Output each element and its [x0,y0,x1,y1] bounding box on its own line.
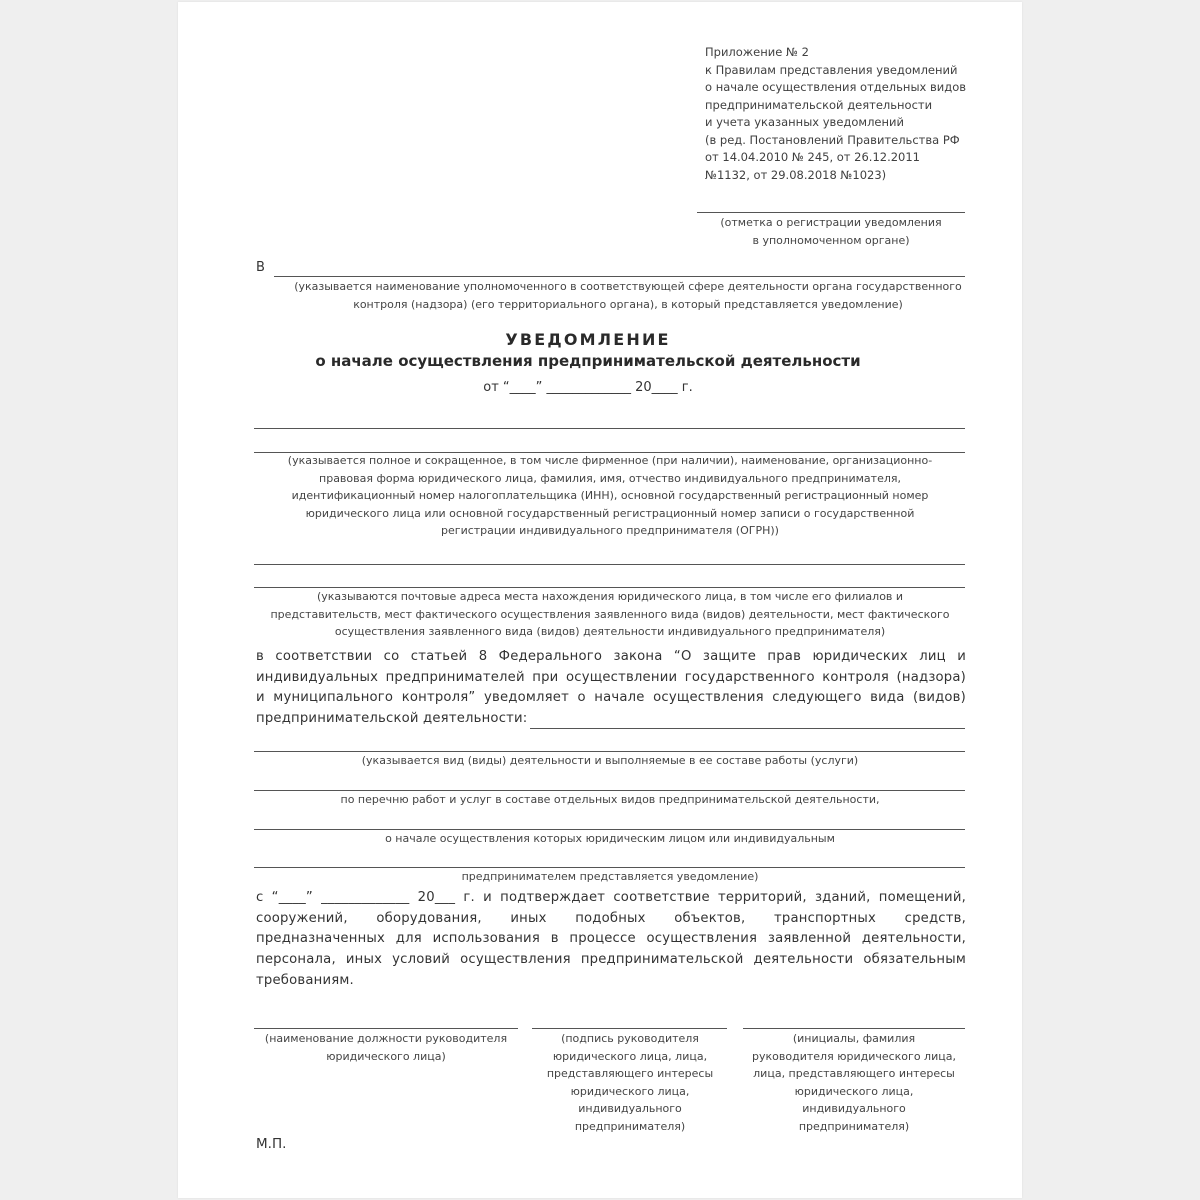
signature-caption-line: предпринимателя) [798,1119,910,1133]
body-line: сооружений, оборудования, иных подобных объектов, транспортных средств, [256,910,966,926]
signature-line-name [743,1028,965,1029]
stamp-placeholder: М.П. [256,1136,287,1152]
registration-caption-line: в уполномоченном органе) [752,233,910,247]
body-line: и муниципального контроля” уведомляет о начале осуществления следующего вида (видов) [256,690,966,706]
activity-caption-3: о начале осуществления которых юридическим лицом или индивидуальным [385,832,835,845]
address-caption [218,588,1002,641]
applicant-caption-line: регистрации индивидуального предпринимателя (ОГРН)) [441,524,779,537]
registration-mark-caption [678,214,984,249]
body-line: предназначенных для использования в процессе осуществления заявленной деятельности, [256,931,966,947]
registration-caption-line: (отметка о регистрации уведомления [720,216,942,229]
signature-caption-line: юридического лица, [794,1084,914,1098]
appendix-line: и учета указанных уведомлений [705,115,904,129]
appendix-block [705,44,1005,184]
address-caption-line: представительств, мест фактического осуществления заявленного вида (видов) деятельности, мест фактического [270,607,950,621]
appendix-line: о начале осуществления отдельных видов [705,80,967,94]
signature-caption-line: индивидуального [802,1102,906,1115]
signature-caption-line: (наименование должности руководителя [264,1032,508,1045]
signature-caption-line: предпринимателя) [574,1119,686,1133]
signature-line-position [254,1028,518,1029]
appendix-line: №1132, от 29.08.2018 №1023) [705,167,887,182]
signature-caption-line: лица, представляющего интересы [753,1067,955,1080]
body-line: персонала, иных условий осуществления предпринимательской деятельности обязательным [256,951,966,967]
applicant-caption-line: идентификационный номер налогоплательщика (ИНН), основной государственный регистрационный номер [291,489,929,502]
applicant-caption-line: (указывается полное и сокращенное, в том числе фирменное (при наличии), наименование, организационно- [287,454,933,467]
document-title: УВЕДОМЛЕНИЕ [505,330,671,349]
activity-line-0 [530,728,965,729]
addressee-caption-line: (указывается наименование уполномоченного в соответствующей сфере деятельности органа государственного [294,280,962,293]
registration-mark-line [697,212,965,213]
signature-caption-line: (инициалы, фамилия [792,1032,916,1045]
applicant-caption [218,452,1002,540]
appendix-line: от 14.04.2010 № 245, от 26.12.2011 [705,150,921,164]
applicant-caption-line: правовая форма юридического лица, фамилия, имя, отчество индивидуального предпринимателя, [319,471,901,485]
address-caption-line: осуществления заявленного вида (видов) деятельности индивидуального предпринимателя) [334,625,886,638]
document-subtitle: о начале осуществления предпринимательской деятельности [315,352,861,370]
signature-caption-line: индивидуального [578,1102,682,1115]
appendix-line: Приложение № 2 [705,45,809,59]
appendix-line: (в ред. Постановлений Правительства РФ [705,132,960,147]
document-page [178,2,1022,1198]
signature-caption-line: представляющего интересы [546,1067,714,1080]
signature-caption-line: руководителя юридического лица, [752,1049,956,1063]
activity-caption-4: предпринимателем представляется уведомление) [461,870,759,883]
appendix-line: предпринимательской деятельности [705,97,933,112]
signature-caption-sign [522,1030,738,1135]
addressee-caption-line: контроля (надзора) (его территориального органа), в который представляется уведомление) [353,297,903,311]
body-line: индивидуальных предпринимателей при осуществлении государственного контроля (надзора) [256,669,966,685]
body-paragraph-2-last: требованиям. [256,973,354,988]
signature-caption-line: (подпись руководителя [561,1032,699,1045]
appendix-line: к Правилам представления уведомлений [705,62,958,77]
signature-caption-name [734,1030,974,1135]
address-caption-line: (указываются почтовые адреса места нахождения юридического лица, в том числе его филиалов и [316,590,904,603]
activity-caption-1: (указывается вид (виды) деятельности и выполняемые в ее составе работы (услуги) [361,754,859,767]
body-line: с “____” _____________ 20___ г. и подтверждает соответствие территорий, зданий, помещений, [256,890,966,905]
signature-caption-line: юридического лица, [570,1084,690,1098]
document-date-line: от “____” _____________ 20____ г. [483,380,693,395]
applicant-line-1 [254,428,965,429]
address-line-1 [254,564,965,565]
signature-caption-line: юридического лица) [326,1049,446,1063]
addressee-line [274,276,965,277]
addressee-prefix: В [256,260,265,275]
body-line: в соответствии со статьей 8 Федерального закона “О защите прав юридических лиц и [256,649,966,664]
signature-caption-line: юридического лица, лица, [552,1049,708,1063]
body-paragraph-2 [256,888,966,970]
body-paragraph-1 [256,647,966,709]
activity-caption-2: по перечню работ и услуг в составе отдельных видов предпринимательской деятельности, [340,793,880,806]
signature-line-sign [532,1028,727,1029]
signature-caption-position [240,1030,532,1065]
applicant-caption-line: юридического лица или основной государственный регистрационный номер записи о государственной [305,506,915,520]
addressee-caption [238,278,1018,313]
body-paragraph-1-last: предпринимательской деятельности: [256,711,528,726]
